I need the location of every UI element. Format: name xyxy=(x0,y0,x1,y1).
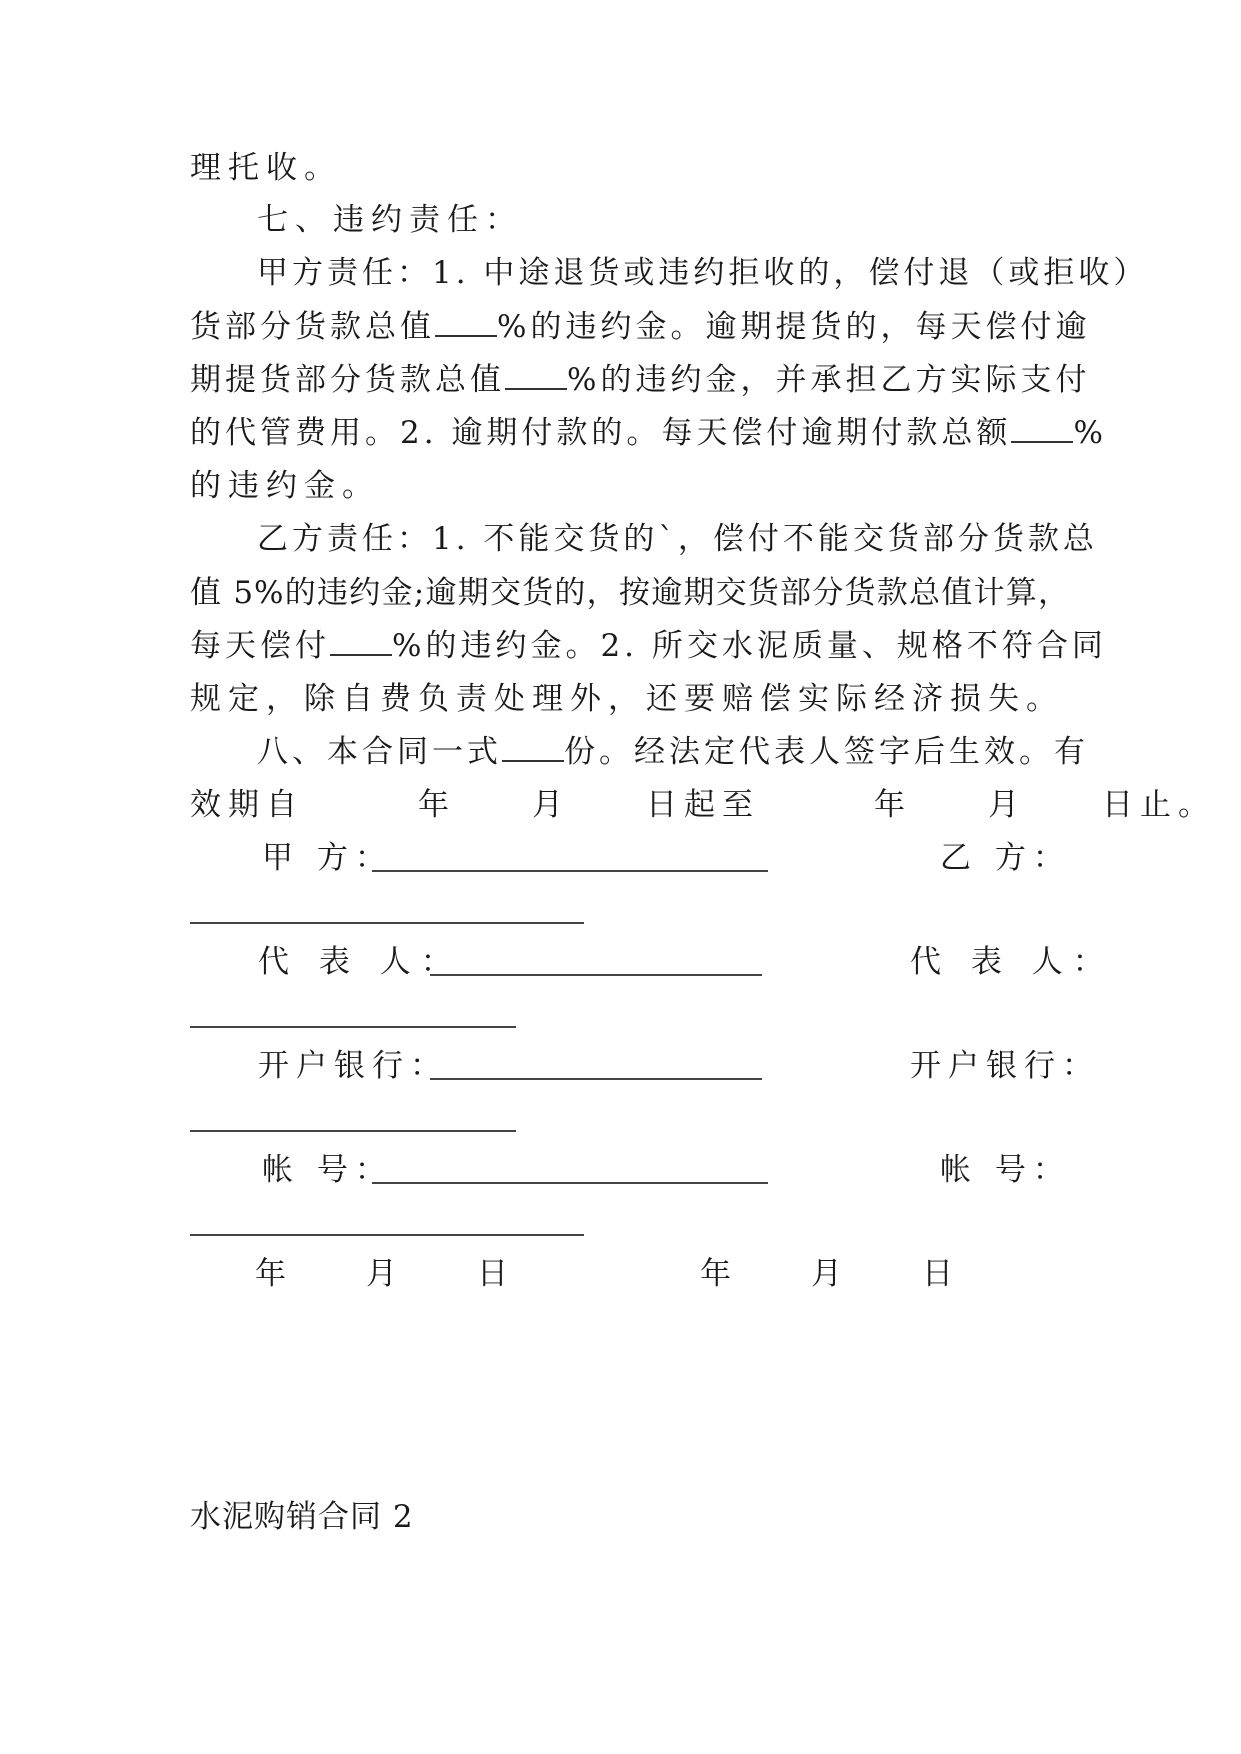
party-a-label: 甲 方： xyxy=(262,840,393,876)
paragraph-line: 效期自 年 月 日起至 年 月 日止。 xyxy=(190,787,1216,823)
bank-a-line xyxy=(430,1078,762,1080)
representative-b-label: 代 表 人： xyxy=(910,944,1114,980)
paragraph-line xyxy=(190,360,1091,400)
date-a: 年 月 日 xyxy=(255,1256,514,1292)
account-b-label: 帐 号： xyxy=(940,1152,1071,1188)
section-heading-7: 七、违约责任： xyxy=(257,202,523,238)
paragraph-line xyxy=(190,307,1091,347)
paragraph-line: 理托收。 xyxy=(190,150,342,186)
party-a-line xyxy=(372,870,768,872)
representative-b-line xyxy=(190,1026,516,1028)
representative-a-line xyxy=(430,974,762,976)
paragraph-line: 乙方责任：1. 不能交货的`，偿付不能交货部分货款总 xyxy=(257,521,1098,557)
fill-blank xyxy=(435,307,497,337)
text-run: 八、本合同一式 xyxy=(257,734,502,770)
text-run: %的违约金。2. 所交水泥质量、规格不符合同 xyxy=(392,628,1107,664)
paragraph-line xyxy=(257,732,1089,772)
account-a-line xyxy=(372,1182,768,1184)
party-b-line xyxy=(190,922,584,924)
next-document-title: 水泥购销合同 2 xyxy=(190,1499,414,1535)
bank-b-line xyxy=(190,1130,516,1132)
representative-a-label: 代 表 人： xyxy=(258,944,462,980)
paragraph-line: 规定，除自费负责处理外，还要赔偿实际经济损失。 xyxy=(190,681,1064,717)
account-b-line xyxy=(190,1234,584,1236)
paragraph-line: 的违约金。 xyxy=(190,468,380,504)
date-b: 年 月 日 xyxy=(700,1256,959,1292)
text-run: 的代管费用。2. 逾期付款的。每天偿付逾期付款总额 xyxy=(190,415,1012,451)
text-run: %的违约金，并承担乙方实际支付 xyxy=(567,362,1091,398)
account-a-label: 帐 号： xyxy=(262,1152,393,1188)
fill-blank xyxy=(505,360,567,390)
bank-b-label: 开户银行： xyxy=(910,1048,1100,1084)
fill-blank xyxy=(1011,413,1073,443)
bank-a-label: 开户银行： xyxy=(258,1048,448,1084)
text-run: % xyxy=(1073,415,1107,451)
paragraph-line: 值 5%的违约金;逾期交货的，按逾期交货部分货款总值计算， xyxy=(190,575,1070,611)
fill-blank xyxy=(502,732,564,762)
paragraph-line xyxy=(190,413,1107,453)
paragraph-line xyxy=(190,626,1107,666)
paragraph-line: 甲方责任：1. 中途退货或违约拒收的，偿付退（或拒收） xyxy=(257,255,1149,291)
fill-blank xyxy=(330,626,392,656)
text-run: 期提货部分货款总值 xyxy=(190,362,505,398)
text-run: 份。经法定代表人签字后生效。有 xyxy=(564,734,1089,770)
text-run: 每天偿付 xyxy=(190,628,330,664)
party-b-label: 乙 方： xyxy=(940,840,1071,876)
text-run: 货部分货款总值 xyxy=(190,309,435,345)
text-run: %的违约金。逾期提货的，每天偿付逾 xyxy=(497,309,1091,345)
